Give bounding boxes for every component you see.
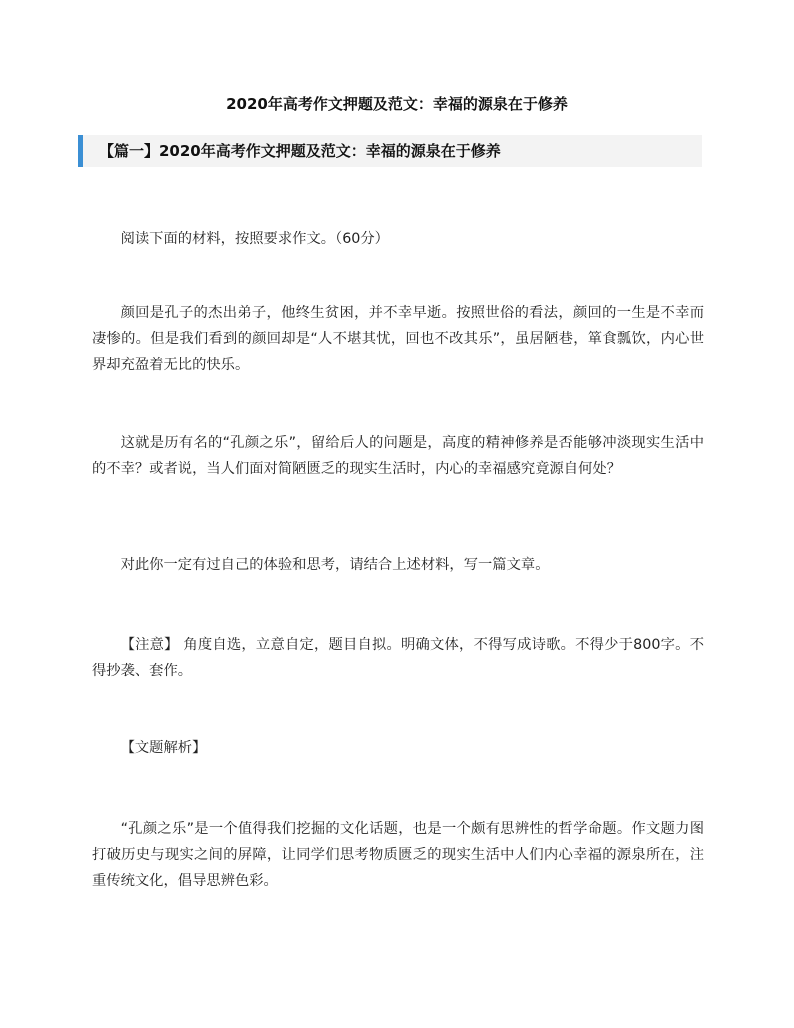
paragraph-analysis: “孔颜之乐”是一个值得我们挖掘的文化话题，也是一个颇有思辨性的哲学命题。作文题力图打破历史与现实之间的屏障，让同学们思考物质匮乏的现实生活中人们内心幸福的源泉所在，注重传统文化，倡导思辨色彩。: [92, 821, 704, 889]
paragraph-notice: 【注意】 角度自选，立意自定，题目自拟。明确文体，不得写成诗歌。不得少于800字。不得抄袭、套作。: [92, 637, 704, 679]
paragraph-material: 颜回是孔子的杰出弟子，他终生贫困，并不幸早逝。按照世俗的看法，颜回的一生是不幸而凄惨的。但是我们看到的颜回却是“人不堪其忧，回也不改其乐”，虽居陋巷，箪食瓢饮，内心世界却充盈着无比的快乐。: [92, 305, 704, 373]
section-header: [78, 135, 702, 167]
paragraph-task: 对此你一定有过自己的体验和思考，请结合上述材料，写一篇文章。: [120, 557, 550, 573]
paragraph-question: 这就是历有名的“孔颜之乐”，留给后人的问题是，高度的精神修养是否能够冲淡现实生活中的不幸？或者说，当人们面对简陋匮乏的现实生活时，内心的幸福感究竟源自何处？: [92, 435, 704, 477]
page-title: 2020年高考作文押题及范文：幸福的源泉在于修养: [226, 95, 568, 113]
paragraph-instruction: 阅读下面的材料，按照要求作文。（60分）: [120, 231, 389, 247]
paragraph-analysis-heading: 【文题解析】: [120, 740, 207, 756]
section-header-text: 【篇一】2020年高考作文押题及范文：幸福的源泉在于修养: [99, 142, 501, 160]
